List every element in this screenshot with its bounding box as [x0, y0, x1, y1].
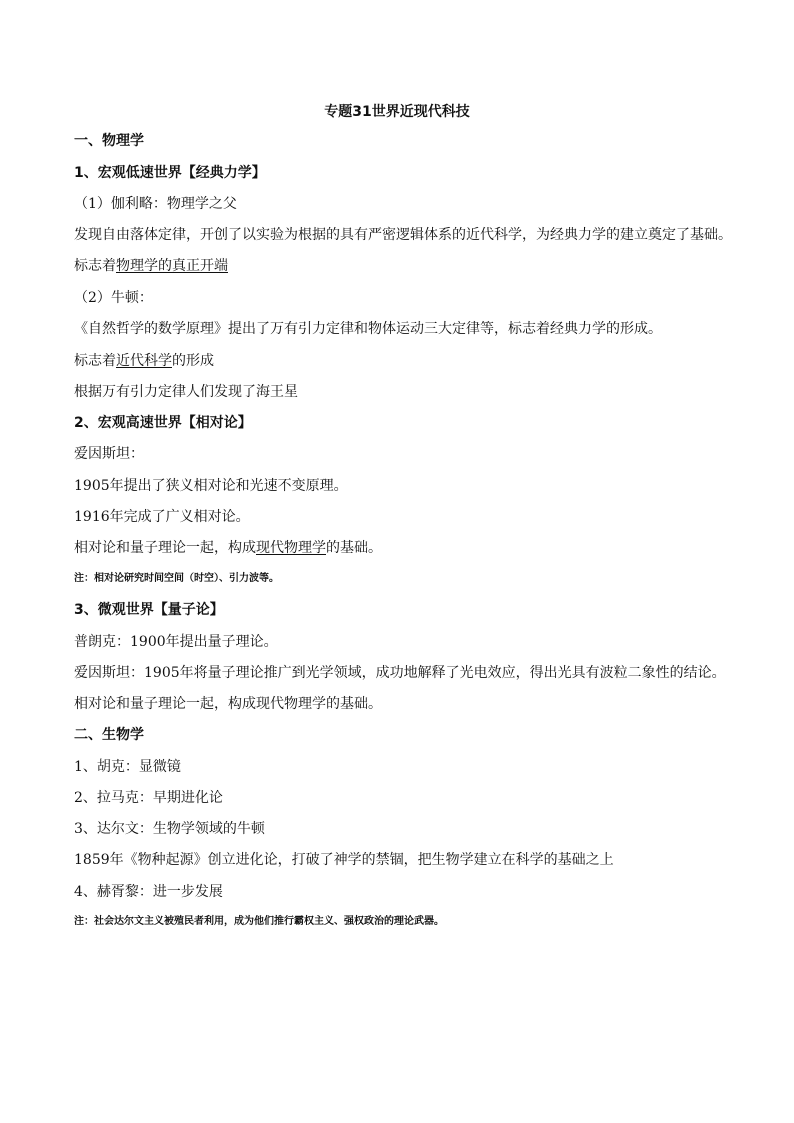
- newton-significance-suffix: 的形成: [172, 353, 214, 369]
- neptune-text: 根据万有引力定律人们发现了海王星: [74, 384, 298, 400]
- galileo-significance-prefix: 标志着: [74, 258, 116, 274]
- relativity-together-underlined: 现代物理学: [256, 540, 326, 556]
- biology-hooke: 1、胡克：显微镜: [74, 759, 181, 775]
- quantum-einstein: 爱因斯坦：1905年将量子理论推广到光学领域，成功地解释了光电效应，得出光具有波粒二象性的结论。: [74, 665, 726, 681]
- newton-significance-underlined: 近代科学: [116, 353, 172, 369]
- relativity-together: [74, 539, 382, 557]
- relativity-together-suffix: 的基础。: [326, 540, 382, 556]
- page-title: 专题31世界近现代科技: [324, 104, 470, 120]
- quantum-together: 相对论和量子理论一起，构成现代物理学的基础。: [74, 696, 382, 712]
- subsection-heading-relativity: 2、宏观高速世界【相对论】: [74, 415, 252, 431]
- relativity-person: 爱因斯坦：: [74, 446, 144, 462]
- galileo-significance: [74, 257, 228, 275]
- quantum-planck: 普朗克：1900年提出量子理论。: [74, 634, 278, 650]
- relativity-note: 注：相对论研究时间空间（时空）、引力波等。: [74, 573, 279, 584]
- galileo-label: （1）伽利略：物理学之父: [74, 196, 237, 212]
- biology-origin: 1859年《物种起源》创立进化论，打破了神学的禁锢，把生物学建立在科学的基础之上: [74, 852, 614, 868]
- biology-note: 注：社会达尔文主义被殖民者利用，成为他们推行霸权主义、强权政治的理论武器。: [74, 916, 444, 927]
- subsection-heading-quantum: 3、微观世界【量子论】: [74, 602, 224, 618]
- biology-huxley: 4、赫胥黎：进一步发展: [74, 884, 223, 900]
- newton-significance-prefix: 标志着: [74, 353, 116, 369]
- subsection-heading-classical: 1、宏观低速世界【经典力学】: [74, 165, 266, 181]
- relativity-1916: 1916年完成了广义相对论。: [74, 509, 250, 525]
- biology-darwin: 3、达尔文：生物学领域的牛顿: [74, 821, 265, 837]
- relativity-together-prefix: 相对论和量子理论一起，构成: [74, 540, 256, 556]
- galileo-significance-underlined: 物理学的真正开端: [116, 258, 228, 274]
- biology-lamarck: 2、拉马克：早期进化论: [74, 790, 223, 806]
- newton-significance: [74, 352, 214, 370]
- newton-label: （2）牛顿：: [74, 290, 153, 306]
- relativity-1905: 1905年提出了狭义相对论和光速不变原理。: [74, 478, 348, 494]
- section-heading-biology: 二、生物学: [74, 727, 144, 743]
- section-heading-physics: 一、物理学: [74, 133, 144, 149]
- newton-text: 《自然哲学的数学原理》提出了万有引力定律和物体运动三大定律等，标志着经典力学的形成。: [74, 321, 662, 337]
- galileo-text: 发现自由落体定律，开创了以实验为根据的具有严密逻辑体系的近代科学，为经典力学的建立奠定了基础。: [74, 227, 732, 243]
